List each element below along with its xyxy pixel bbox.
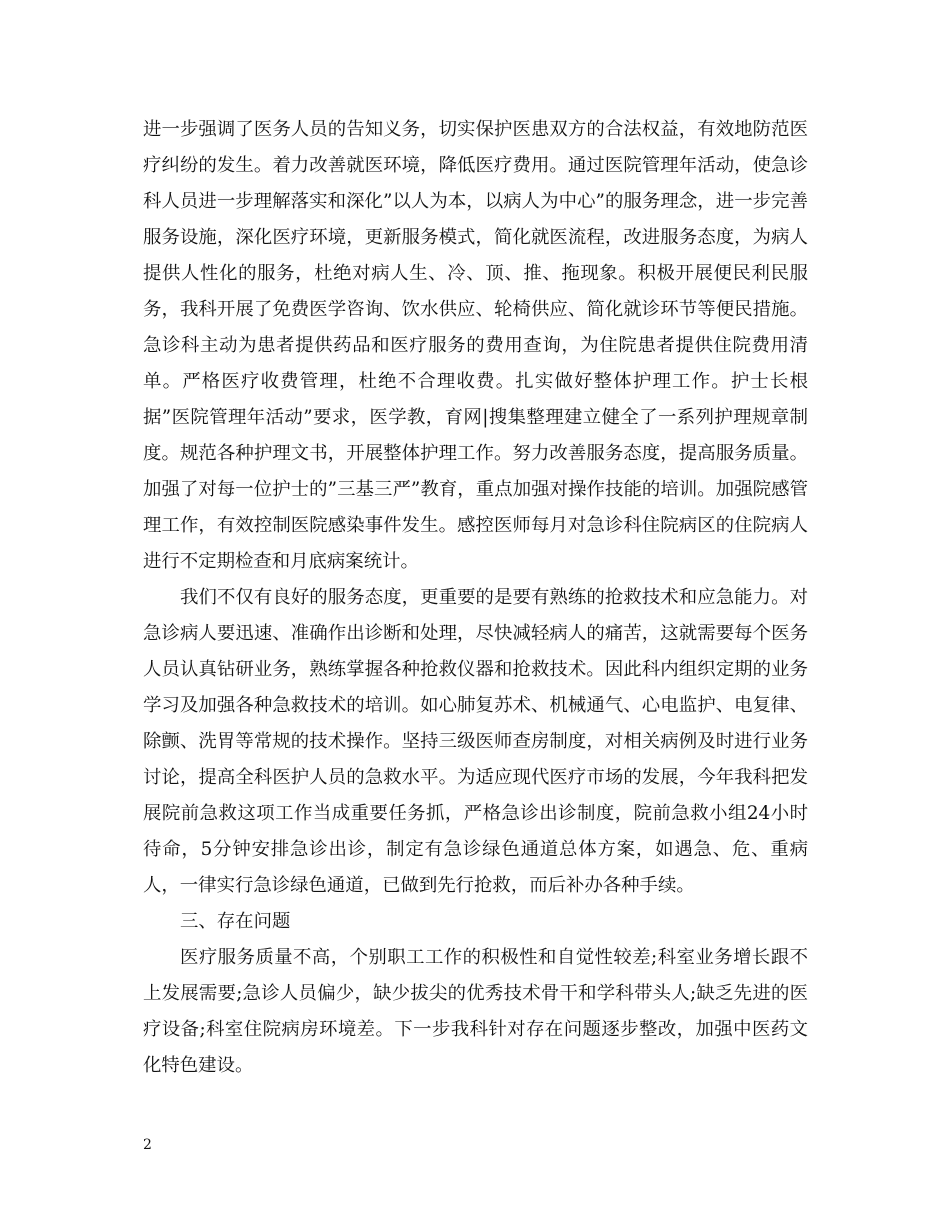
section-heading-problems: 三、存在问题 (180, 911, 291, 932)
paragraph-rescue-skills: 我们不仅有良好的服务态度，更重要的是要有熟练的抢救技术和应急能力。对急诊病人要迅速、准确作出诊断和处理，尽快减轻病人的痛苦，这就需要每个医务人员认真钻研业务，熟练掌握各种抢救仪器和抢救技术。因此科内组织定期的业务学习及加强各种急救技术的培训。如心肺复苏术、机械通气、心电监护、电复律、除颤、洗胃等常规的技术操作。坚持三级医师查房制度，对相关病例及时进行业务讨论，提高全科医护人员的急救水平。为适应现代医疗市场的发展，今年我科把发展院前急救这项工作当成重要任务抓，严格急诊出诊制度，院前急救小组24小时待命，5分钟安排急诊出诊，制定有急诊绿色通道总体方案，如遇急、危、重病人，一律实行急诊绿色通道，已做到先行抢救，而后补办各种手续。 (143, 587, 808, 896)
page-number: 2 (143, 1137, 152, 1153)
paragraph-continued: 进一步强调了医务人员的告知义务，切实保护医患双方的合法权益，有效地防范医疗纠纷的发生。着力改善就医环境，降低医疗费用。通过医院管理年活动，使急诊科人员进一步理解落实和深化”以人为本，以病人为中心”的服务理念，进一步完善服务设施，深化医疗环境，更新服务模式，简化就医流程，改进服务态度，为病人提供人性化的服务，杜绝对病人生、冷、顶、推、拖现象。积极开展便民利民服务，我科开展了免费医学咨询、饮水供应、轮椅供应、简化就诊环节等便民措施。急诊科主动为患者提供药品和医疗服务的费用查询，为住院患者提供住院费用清单。严格医疗收费管理，杜绝不合理收费。扎实做好整体护理工作。护士长根据”医院管理年活动”要求，医学教，育网|搜集整理建立健全了一系列护理规章制度。规范各种护理文书，开展整体护理工作。努力改善服务态度，提高服务质量。加强了对每一位护士的”三基三严”教育，重点加强对操作技能的培训。加强院感管理工作，有效控制医院感染事件发生。感控医师每月对急诊科住院病区的住院病人进行不定期检查和月底病案统计。 (143, 119, 808, 572)
document-body (143, 112, 808, 1084)
paragraph-problems: 医疗服务质量不高，个别职工工作的积极性和自觉性较差;科室业务增长跟不上发展需要;急诊人员偏少，缺少拔尖的优秀技术骨干和学科带头人;缺乏先进的医疗设备;科室住院病房环境差。下一步我科针对存在问题逐步整改，加强中医药文化特色建设。 (143, 947, 808, 1076)
